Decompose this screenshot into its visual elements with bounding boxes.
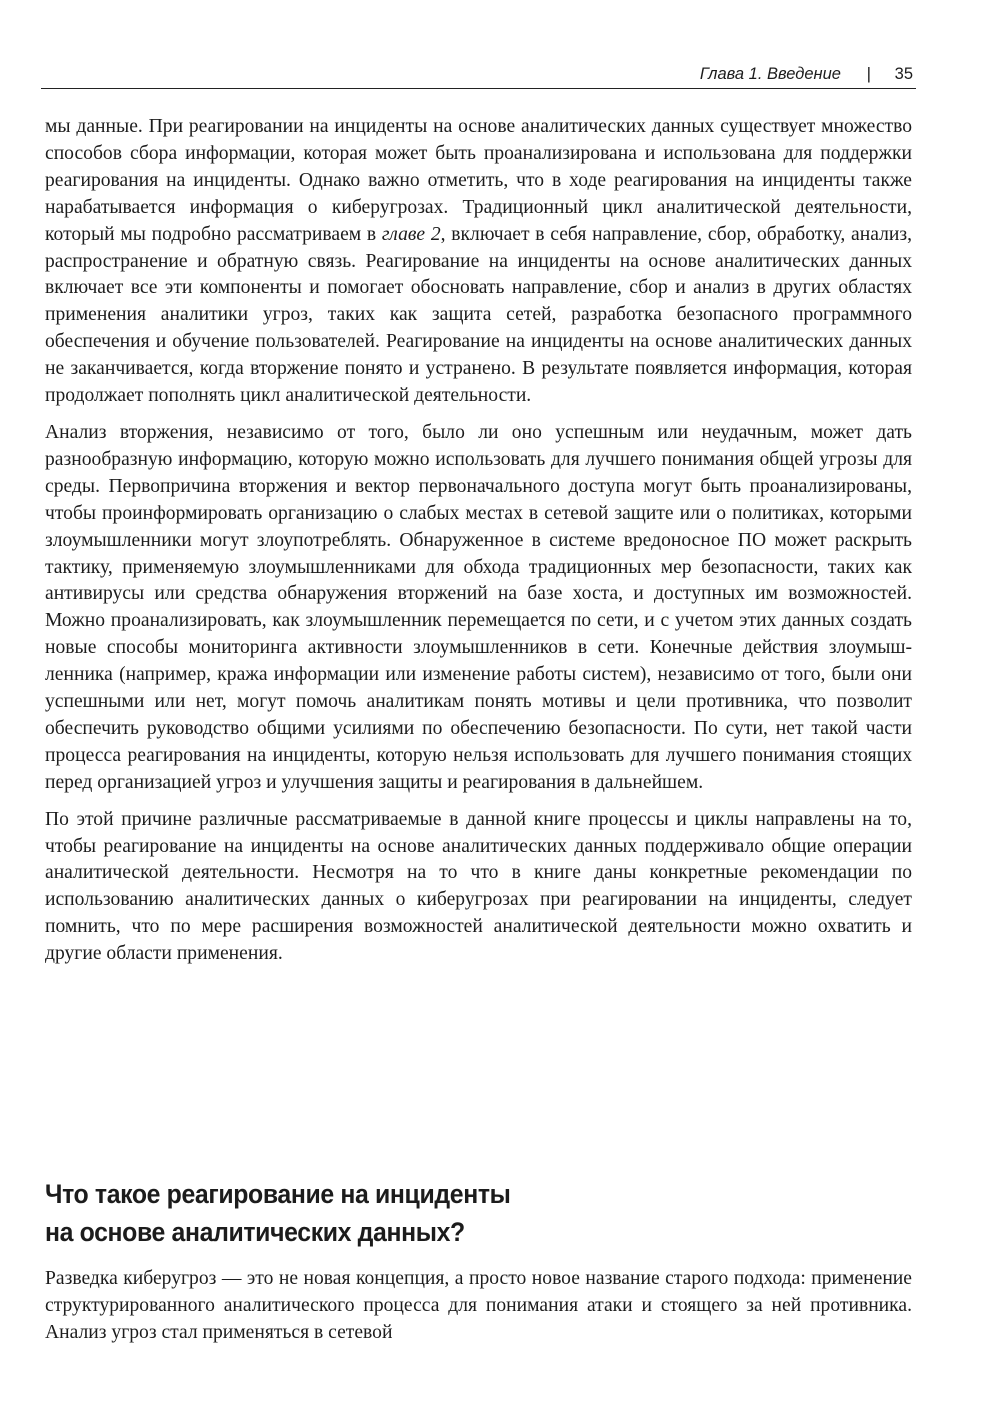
paragraph-1 xyxy=(45,114,912,410)
page-number: 35 xyxy=(894,65,913,83)
paragraph-3: По этой причине различные рассматриваемые в данной книге процессы и циклы направлены на то, чтобы реагирование на инциденты на основе аналитических данных поддерживало общие операции аналитической деятельности. Несмотря на то что в книге даны конкретные рекомендации по использованию аналитических данных о киберугрозах при реагировании на инциденты, следует помнить, что по мере расширения возможностей аналитической деятельности можно охватить и другие области применения. xyxy=(45,808,912,965)
chapter-reference: главе 2 xyxy=(381,223,441,245)
chapter-title: Глава 1. Введение xyxy=(699,65,841,83)
running-header xyxy=(41,62,916,89)
section-paragraph: Разведка киберугроз — это не новая концепция, а просто новое название старого подхода: применение структурированного аналитического процесса для понимания атаки и стоящего за ней противника. Анализ угроз стал применяться в сетевой xyxy=(45,1268,912,1343)
section-body xyxy=(45,1266,912,1347)
section-heading xyxy=(45,1175,843,1251)
paragraph-2: Анализ вторжения, независимо от того, было ли оно успешным или неудачным, может дать разнообразную информацию, которую можно использовать для лучшего понимания общей угрозы для среды. Первопричина вторжения и вектор первоначального доступа могут быть проанализированы, чтобы проинформировать организацию о слабых местах в сетевой защите или о политиках, которыми злоумышленники могут злоупотреблять. Обнаруженное в системе вредоносное ПО может раскрыть тактику, применяемую злоумышленниками для обхода традиционных мер безопасности, таких как антивирусы или средства обнаружения вторжений на базе хоста, и доступных им возможностей. Можно проанализировать, как злоумышленник перемещается по сети, и с учетом этих данных создать новые способы мониторинга активности злоумышленников в сети. Конечные действия злоумышленника (например, кража информации или изменение работы систем), независимо от того, были они успешными или нет, могут помочь аналитикам понять мотивы и цели противника, что позволит обеспечить руководство общими усилиями по обеспечению безопасности. По сути, нет такой части процесса реагирования на инциденты, которую нельзя использовать для лучшего понимания стоящих перед организацией угроз и улучшения защиты и реагирования в дальнейшем. xyxy=(45,421,912,793)
section-heading-line-2: на основе аналитических данных? xyxy=(45,1217,465,1247)
paragraph-1-text-start: мы данные. При реагировании на инциденты на основе аналитических данных существует множество способов сбора информации, которая может быть проанализирована и использована для поддержки реагирования на инциденты. Однако важно отметить, что в ходе реагирования на инциденты также нарабатывается информация о киберугрозах. Традиционный цикл аналитической деятельности, который мы подробно рассматриваем в xyxy=(45,116,912,245)
header-separator: | xyxy=(866,64,871,83)
body-text xyxy=(45,114,912,968)
section-heading-line-1: Что такое реагирование на инциденты xyxy=(45,1179,511,1209)
paragraph-1-text-end: , включает в себя направление, сбор, обработку, анализ, распространение и обратную связь. Реагирование на инциденты на основе аналитических данных включает все эти компоненты и помогает обосновать направление, сбор и анализ в других областях применения аналитики угроз, таких как защита сетей, разработка безопасного программного обеспечения и обучение пользователей. Реагирование на инциденты на основе аналитических данных не заканчивается, когда вторжение понято и устранено. В результате появляется информация, которая продолжает пополнять цикл аналитической деятельности. xyxy=(45,223,912,407)
